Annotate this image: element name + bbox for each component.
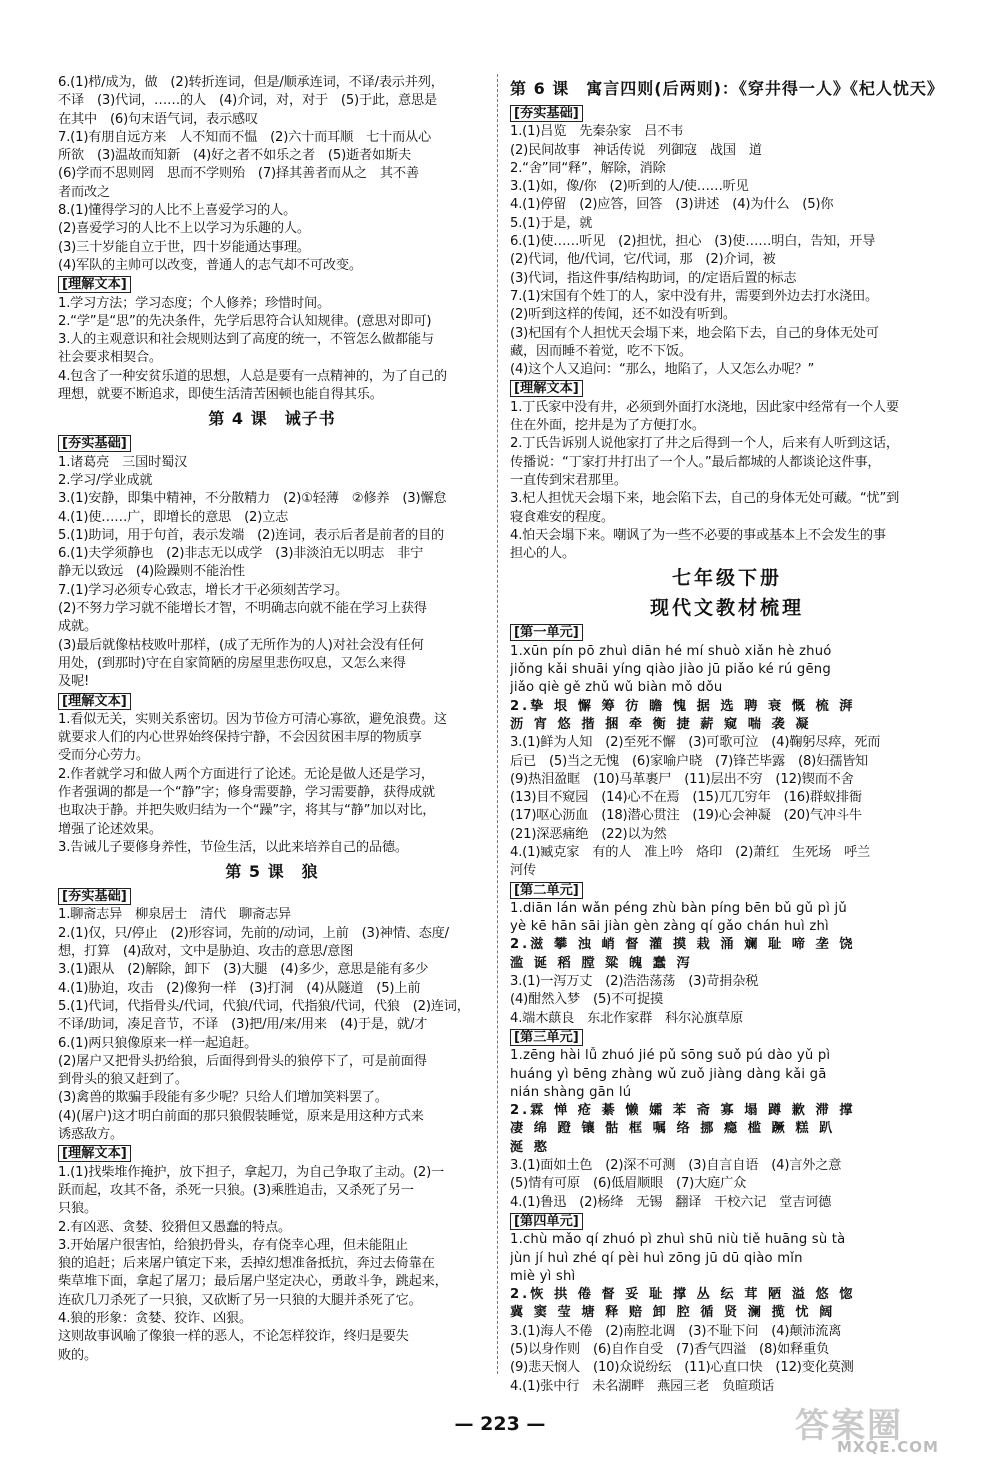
answer-line: 1.诸葛亮 三国时蜀汉 [58, 454, 188, 470]
answer-line: 增强了论述效果。 [58, 821, 162, 837]
answer-line: 3.(1)海人不倦 (2)南腔北调 (3)不耻下问 (4)颠沛流离 [510, 1323, 842, 1339]
answer-line: 3.(1)面如土色 (2)深不可测 (3)自言自语 (4)言外之意 [510, 1158, 842, 1174]
answer-line: 5.(1)于是，就 [510, 215, 593, 231]
page-number: — 223 — [454, 1413, 546, 1435]
answer-line: 理想，就要不断追求，即使生活清苦困顿也能自得其乐。 [58, 387, 383, 403]
pinyin-line: 1.chù mǎo qí zhuó pì zhuì shū niù tiě huāng sù tà [510, 1232, 846, 1248]
answer-line: 6.(1)栉/成为，做 (2)转折连词，但是/顺承连词，不译/表示并列， [58, 75, 444, 90]
answer-line: (2)屠户又把骨头扔给狼，后面得到骨头的狼停下了，可是前面得 [58, 1053, 427, 1069]
watermark-url: MXQE.COM [837, 1438, 939, 1456]
answer-line: 诱惑敌方。 [58, 1127, 123, 1143]
answer-line: 5.(1)代词，代指骨头/代词，代狼/代词，代指狼/代词，代狼 (2)连词， [58, 998, 470, 1014]
answer-line: 河传 [510, 863, 536, 879]
answer-line: 担心的人。 [510, 546, 575, 562]
section-tag-row [510, 623, 944, 642]
answer-line: 连砍几刀杀死了一只狼，又砍断了另一只狼的大腿并杀死了它。 [58, 1292, 422, 1308]
section-tag-row [58, 275, 486, 294]
section-tag: [理解文本] [58, 1145, 131, 1162]
answer-line: 藏，因而睡不着觉，吃不下饭。 [510, 343, 692, 359]
answer-line: (3)代词，指这件事/结构助词，的/定语后置的标志 [510, 270, 797, 286]
answer-line: 寝食难安的程度。 [510, 509, 614, 525]
answer-line: 2.作者就学习和做人两个方面进行了论述。无论是做人还是学习， [58, 766, 434, 782]
answer-line: 4.狼的形象：贪婪、狡诈、凶狠。 [58, 1311, 253, 1326]
answer-line: 4.包含了一种安贫乐道的思想，人总是要有一点精神的，为了自己的 [58, 368, 447, 384]
section-tag-row [58, 434, 486, 453]
answer-line: (3)三十岁能自立于世，四十岁能通达事理。 [58, 239, 310, 255]
character-line: 2.霖 惮 疮 綦 懒 孀 苯 斋 寡 塌 蹲 歉 滞 撑 [510, 1103, 856, 1119]
pinyin-line: miè yì shì [510, 1268, 576, 1284]
answer-line: 到骨头的狼又赶到了。 [58, 1072, 188, 1088]
answer-line: (2)不努力学习就不能增长才智，不明确志向就不能在学习上获得 [58, 601, 427, 617]
answer-line: 6.(1)夫学须静也 (2)非志无以成学 (3)非淡泊无以明志 非宁 [58, 546, 424, 562]
character-line: 滥 诞 稻 膛 粱 魄 蠢 泻 [510, 955, 693, 971]
answer-line: 2.有凶恶、贪婪、狡猾但又愚蠢的特点。 [58, 1219, 291, 1235]
answer-line: 者而改之 [58, 184, 110, 200]
answer-line: 所欲 (3)温故而知新 (4)好之者不如乐之者 (5)逝者如斯夫 [58, 148, 411, 164]
answer-line: 4.端木蕻良 东北作家群 科尔沁旗草原 [510, 1010, 743, 1026]
answer-line: (2)代词，他/代词，它/代词，那 (2)介词，被 [510, 252, 776, 268]
answer-line: 只狼。 [58, 1201, 97, 1217]
section-tag: [理解文本] [58, 693, 131, 710]
answer-line: 6.(1)两只狼像原来一样一起追赶。 [58, 1035, 258, 1051]
answer-line: 8.(1)懂得学习的人比不上喜爱学习的人。 [58, 203, 297, 219]
character-line: 2.滋 攀 浊 峭 督 灌 摸 栽 涌 斓 耻 啼 垄 饶 [510, 937, 856, 953]
section-tag: [理解文本] [510, 380, 583, 397]
answer-line: 3.(1)跟从 (2)解除，卸下 (3)大腿 (4)多少，意思是能有多少 [58, 962, 429, 978]
answer-line: 一直传到宋君那里。 [510, 472, 627, 488]
section-tag-row [510, 104, 944, 123]
answer-line: 7.(1)宋国有个姓丁的人，家中没有井，需要到外边去打水浇田。 [510, 288, 878, 304]
answer-line: (3)杞国有个人担忧天会塌下来，地会陷下去，自己的身体无处可 [510, 325, 879, 341]
answer-line: 也取决于静。并把失败归结为一个“躁”字，将其与“静”加以对比， [58, 803, 436, 819]
section-tag-row [510, 1028, 944, 1047]
answer-line: 成就。 [58, 619, 97, 635]
answer-line: 3.告诫儿子要修身养性，节俭生活，以此来培养自己的品德。 [58, 839, 408, 855]
pinyin-line: 1.diān lán wǎn péng zhù bàn píng bēn bǔ gǔ pì jǔ [510, 900, 847, 916]
section-tag: [夯实基础] [510, 105, 583, 122]
answer-line: 1.(1)找柴堆作掩护，放下担子，拿起刀，为自己争取了主动。(2)一 [58, 1164, 445, 1180]
answer-line: 社会要求相契合。 [58, 350, 162, 366]
answer-line: 7.(1)有朋自远方来 人不知而不愠 (2)六十而耳顺 七十而从心 [58, 129, 432, 145]
answer-line: (2)喜爱学习的人比不上以学习为乐趣的人。 [58, 221, 310, 237]
section-tag: [第二单元] [510, 882, 583, 899]
answer-line: 1.(1)吕览 先秦杂家 吕不韦 [510, 124, 684, 140]
pinyin-line: huáng yì bēng zhàng wǔ zuǒ jiàng dàng kǎi gā [510, 1066, 827, 1082]
answer-line: 1.丁氏家中没有井，必须到外面打水浇地，因此家中经常有一个人要 [510, 399, 899, 415]
answer-line: (4)军队的主帅可以改变，普通人的志气却不可改变。 [58, 257, 362, 273]
answer-line: (6)学而不思则罔 思而不学则殆 (7)择其善者而从之 其不善 [58, 166, 419, 182]
section-tag-row [58, 692, 486, 711]
answer-line: (5)情有可原 (6)低眉顺眼 (7)大庭广众 [510, 1176, 747, 1192]
section-tag: [第三单元] [510, 1029, 583, 1046]
answer-line: (5)以身作则 (6)自作自受 (7)香气四溢 (8)如释重负 [510, 1342, 830, 1357]
answer-line: 柴草堆下面，拿起了屠刀；最后屠户坚定决心，勇敢斗争，跳起来， [58, 1274, 448, 1290]
answer-line: 作者强调的都是一个“静”字；修身需要静，学习需要静，获得成就 [58, 784, 435, 800]
answer-line: 在其中 (6)句末语气词，表示感叹 [58, 111, 258, 127]
answer-line: 3.(1)安静，即集中精神，不分散精力 (2)①轻薄 ②修养 (3)懈怠 [58, 491, 447, 507]
section-tag-row [58, 887, 486, 906]
answer-line: (4)(屠户)这才明白前面的那只狼假装睡觉，原来是用这种方式来 [58, 1108, 424, 1124]
answer-line: 3.人的主观意识和社会规则达到了高度的统一，不管怎么做都能与 [58, 332, 434, 348]
right-column [510, 74, 944, 1396]
answer-line: 3.(1)鲜为人知 (2)至死不懈 (3)可歌可泣 (4)鞠躬尽瘁，死而 [510, 735, 881, 751]
answer-line: 3.杞人担忧天会塌下来，地会陷下去，自己的身体无处可藏。“忧”到 [510, 491, 900, 507]
section-tag-row [510, 379, 944, 398]
pinyin-line: nián shàng gān lú [510, 1084, 632, 1100]
answer-line: 传播说：“丁家打井打出了一个人。”最后都城的人都谈论这件事， [510, 454, 881, 470]
answer-line: 6.(1)使……听见 (2)担忧，担心 (3)使……明白，告知，开导 [510, 234, 876, 250]
answer-line: 不译 (3)代词，……的人 (4)介词，对，对于 (5)于此，意思是 [58, 93, 437, 109]
answer-line: 不译/助词，凑足音节，不译 (3)把/用/来/用来 (4)于是，就/才 [58, 1017, 428, 1033]
section-tag: [夯实基础] [58, 888, 131, 905]
pinyin-line: jiǒng kǎi shuāi yíng qiào jiào jū piǎo ké rú gēng [510, 662, 831, 678]
answer-line: 4.(1)鲁迅 (2)杨绛 无锡 翻译 干校六记 堂吉诃德 [510, 1194, 832, 1210]
answer-line: 2.“舍”同“释”，解除，消除 [510, 160, 666, 176]
answer-line: 4.(1)停留 (2)应答，回答 (3)讲述 (4)为什么 (5)你 [510, 197, 834, 213]
pinyin-line: yè kē hān sāi jiàn gèn zàng qí gǎo chán huì zhì [510, 919, 829, 935]
watermark-text: 答案圈 [795, 1406, 903, 1446]
answer-line: 后已 (5)当之无愧 (6)家喻户晓 (7)锋芒毕露 (8)妇孺皆知 [510, 753, 869, 769]
answer-line: 4.怕天会塌下来。嘲讽了为一些不必要的事或基本上不会发生的事 [510, 527, 886, 543]
answer-line: 4.(1)胁迫，攻击 (2)像狗一样 (3)打洞 (4)从隧道 (5)上前 [58, 980, 421, 996]
answer-line: 这则故事讽喻了像狼一样的恶人，不论怎样狡诈，终归是要失 [58, 1329, 409, 1345]
answer-line: 3.(1)如，像/你 (2)听到的人/使……听见 [510, 179, 749, 195]
answer-line: 2.学习/学业成就 [58, 472, 153, 488]
answer-line: (3)最后就像枯枝败叶那样，(成了无所作为的人)对社会没有任何 [58, 637, 424, 653]
section-tag-row [510, 881, 944, 900]
character-line: 2.挚 垠 懈 筹 彷 瞻 愧 据 选 聘 衰 慨 梳 湃 [510, 698, 856, 714]
lesson-title: 第 4 课 诫子书 [208, 409, 336, 429]
lesson-title: 第 5 课 狼 [225, 862, 319, 882]
pinyin-line: jiǎo qiè gě zhǔ wǔ biàn mǒ dǒu [510, 680, 723, 696]
column-divider [497, 74, 498, 1374]
answer-line: 1.学习方法；学习态度；个人修养；珍惜时间。 [58, 295, 330, 311]
answer-line: 4.(1)使……广，即增长的意思 (2)立志 [58, 509, 289, 525]
answer-line: (21)深恶痛绝 (22)以为然 [510, 826, 667, 842]
answer-line: 想，打算 (4)敌对，文中是胁迫、攻击的意思/意图 [58, 944, 354, 960]
watermark-logo [795, 1398, 990, 1456]
character-line: 冀 窦 莹 塘 释 赔 卸 腔 循 贤 澜 揽 忧 阔 [510, 1305, 836, 1321]
answer-line: 4.(1)臧克家 有的人 准上吟 烙印 (2)萧红 生死场 呼兰 [510, 844, 871, 860]
answer-line: (4)这个人又追问：“那么，地陷了，人又怎么办呢？” [510, 362, 815, 378]
answer-line: 4.(1)张中行 未名湖畔 燕园三老 负暄琐话 [510, 1378, 775, 1394]
answer-line: 2.“学”是“思”的先决条件，先学后思符合认知规律。(意思对即可) [58, 313, 432, 329]
character-line: 2.恢 拱 倦 督 妥 耻 撑 丛 纭 茸 陋 溢 悠 惚 [510, 1287, 856, 1303]
answer-line: 跃而起，攻其不备，杀死一只狼。(3)乘胜追击，又杀死了另一 [58, 1182, 414, 1198]
answer-line: 5.(1)助词，用于句首，表示发端 (2)连词，表示后者是前者的目的 [58, 527, 445, 543]
character-line: 沥 宵 悠 揩 捆 牵 衡 捷 薪 窥 喘 袭 凝 [510, 716, 812, 732]
answer-line: 1.看似无关，实则关系密切。因为节俭方可清心寡欲，避免浪费。这 [58, 711, 447, 727]
answer-line: 7.(1)学习必须专心致志，增长才干必须刻苦学习。 [58, 582, 349, 598]
pinyin-line: 1.xūn pín pō zhuì diān hé mí shuò xiǎn hè zhuó [510, 643, 832, 659]
answer-line: (4)酣然入梦 (5)不可捉摸 [510, 992, 664, 1008]
pinyin-line: 1.zēng hài lǚ zhuó jié pǔ sōng suǒ pú dào yǔ pì [510, 1048, 831, 1064]
left-column [58, 74, 486, 1365]
answer-line: 及呢! [58, 674, 90, 690]
answer-line: 静无以致远 (4)险躁则不能治性 [58, 564, 245, 580]
answer-line: 2.(1)仅，只/停止 (2)形容词，先前的/动词，上前 (3)神情、态度/ [58, 925, 449, 941]
answer-line: 3.开始屠户很害怕，给狼扔骨头，存有侥幸心理，但未能阻止 [58, 1237, 408, 1253]
lesson-title: 第 6 课 寓言四则(后两则)：《穿井得一人》《杞人忧天》 [510, 79, 944, 98]
answer-line: (17)呕心沥血 (18)潜心贯注 (19)心会神凝 (20)气冲斗牛 [510, 808, 862, 824]
answer-line: (9)悲天悯人 (10)众说纷纭 (11)心直口快 (12)变化莫测 [510, 1360, 854, 1376]
answer-line: (2)民间故事 神话传说 列御寇 战国 道 [510, 142, 762, 158]
section-tag-row [58, 1144, 486, 1163]
answer-line: 住在外面，挖井是为了方便打水。 [510, 418, 705, 434]
section-tag: [理解文本] [58, 276, 131, 293]
answer-line: (2)听到这样的传闻，还不如没有听到。 [510, 307, 736, 323]
answer-line: 败的。 [58, 1347, 97, 1363]
answer-line: (3)禽兽的欺骗手段能有多少呢？只给人们增加笑料罢了。 [58, 1090, 388, 1106]
character-line: 涎 憨 [510, 1139, 550, 1155]
answer-line: 1.聊斋志异 柳泉居士 清代 聊斋志异 [58, 907, 291, 923]
pinyin-line: jùn jí huì zhé qí pèi huì zōng jū dū qiào mǐn [510, 1250, 803, 1266]
answer-line: 受而分心劳力。 [58, 748, 149, 764]
answer-line: 用处，(到那时)守在自家简陋的房屋里悲伤叹息，又怎么来得 [58, 655, 406, 671]
character-line: 凄 绵 蹬 镶 骷 框 嘱 络 挪 瘾 槛 蹶 糕 趴 [510, 1121, 836, 1137]
answer-line: (9)热泪盈眶 (10)马革裹尸 (11)层出不穷 (12)锲而不舍 [510, 771, 854, 787]
answer-line: 就要求人们的内心世界始终保持宁静，不会因贫困丰厚的物质享 [58, 730, 422, 746]
section-heading: 现代文教材梳理 [649, 597, 804, 620]
section-tag: [第一单元] [510, 624, 583, 641]
answer-line: 狼的追赶；后来屠户镇定下来，丢掉幻想准备抵抗，奔过去倚靠在 [58, 1256, 435, 1272]
answer-line: (13)目不窥园 (14)心不在焉 (15)兀兀穷年 (16)群蚁排衙 [510, 790, 862, 806]
section-tag: [第四单元] [510, 1213, 583, 1230]
section-tag-row [510, 1212, 944, 1231]
section-heading: 七年级下册 [671, 567, 782, 590]
section-tag: [夯实基础] [58, 435, 131, 452]
answer-line: 3.(1)一泻万丈 (2)浩浩荡荡 (3)苛捐杂税 [510, 974, 759, 990]
answer-line: 2.丁氏告诉别人说他家打了井之后得到一个人，后来有人听到这话， [510, 436, 899, 452]
